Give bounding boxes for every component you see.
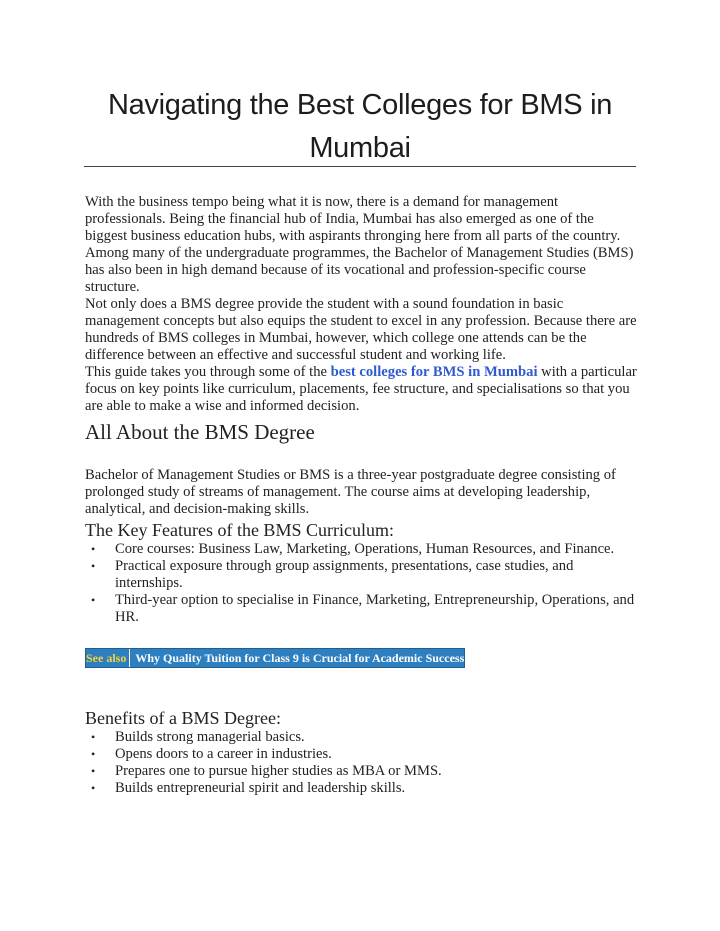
section-heading-benefits: Benefits of a BMS Degree:	[85, 708, 281, 728]
page-title: Navigating the Best Colleges for BMS in Mumbai	[107, 89, 613, 164]
best-colleges-link[interactable]: best colleges for BMS in Mumbai	[330, 364, 538, 380]
list-item: • Builds entrepreneurial spirit and leadership skills.	[115, 780, 637, 797]
intro-paragraph-1: With the business tempo being what it is now, there is a demand for management professionals. Being the financial hub of India, Mumbai has also emerged as one of the biggest business education hubs, with aspirants thronging here from all parts of the country. Among many of the undergraduate programmes, the Bachelor of Management Studies (BMS) has also been in high demand because of its vocational and profession-specific course structure.	[85, 194, 634, 295]
intro-paragraph-3-before: This guide takes you through some of the	[85, 364, 331, 380]
list-item: • Opens doors to a career in industries.	[115, 746, 637, 763]
list-item: • Core courses: Business Law, Marketing, Operations, Human Resources, and Finance.	[115, 541, 637, 558]
list-item: • Builds strong managerial basics.	[115, 729, 637, 746]
intro-paragraph-3-after: with a particular focus on key points like curriculum, placements, fee structure, and specialisations so that you are able to make a wise and informed decision.	[85, 364, 637, 414]
see-also-banner	[85, 648, 465, 668]
benefits-list	[85, 729, 637, 797]
about-paragraph: Bachelor of Management Studies or BMS is a three-year postgraduate degree consisting of prolonged study of streams of management. The course aims at developing leadership, analytical, and decision-making skills.	[85, 467, 616, 517]
article-body	[85, 194, 637, 797]
section-heading-features: The Key Features of the BMS Curriculum:	[85, 520, 394, 540]
features-list	[85, 541, 637, 626]
list-item: • Third-year option to specialise in Finance, Marketing, Entrepreneurship, Operations, and HR.	[115, 592, 637, 626]
intro-paragraph-3	[85, 364, 637, 415]
section-heading-about: All About the BMS Degree	[85, 420, 315, 444]
see-also-link[interactable]: Why Quality Tuition for Class 9 is Crucial for Academic Success	[135, 651, 465, 665]
list-item: • Practical exposure through group assignments, presentations, case studies, and internships.	[115, 558, 637, 592]
intro-paragraph-2: Not only does a BMS degree provide the student with a sound foundation in basic management concepts but also equips the student to excel in any profession. Because there are hundreds of BMS colleges in Mumbai, however, which college one attends can be the difference between an effective and successful student and working life.	[85, 296, 637, 363]
see-also-label: See also	[86, 649, 130, 667]
list-item: • Prepares one to pursue higher studies as MBA or MMS.	[115, 763, 637, 780]
title-divider	[84, 166, 636, 167]
